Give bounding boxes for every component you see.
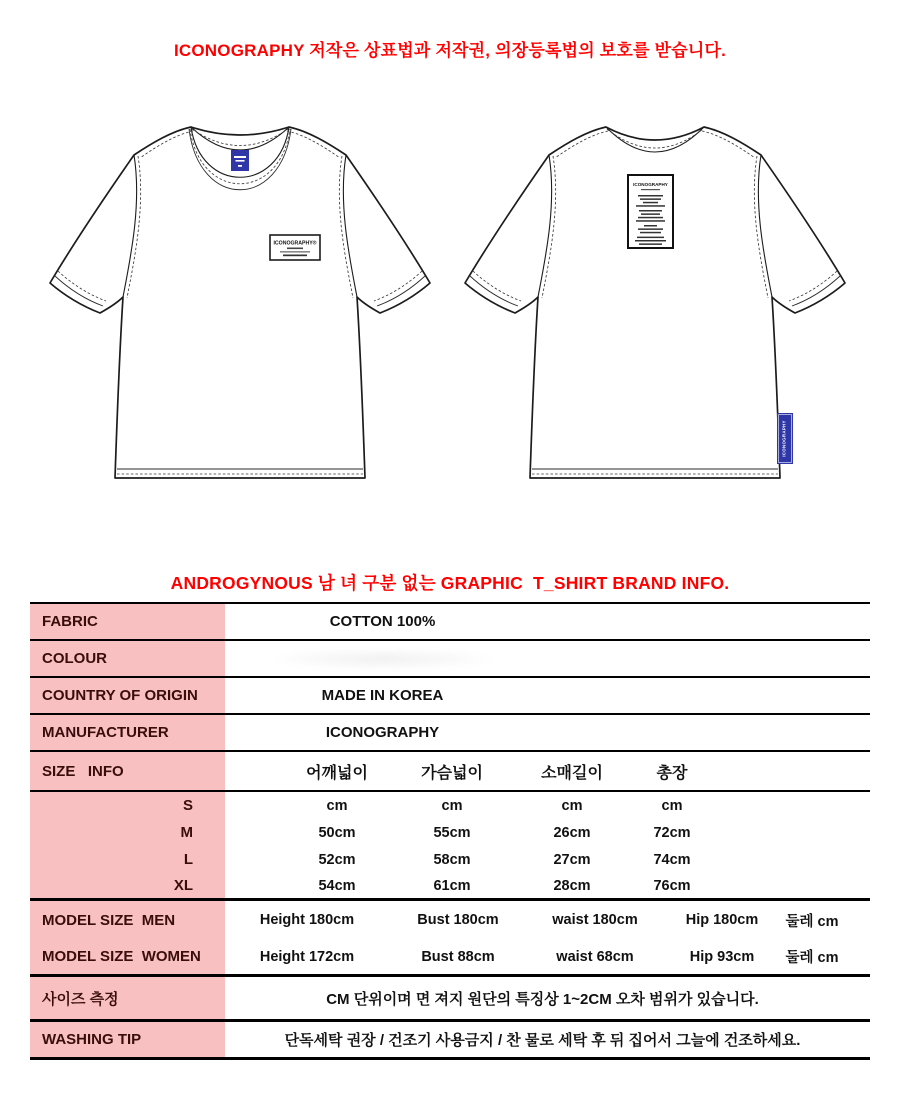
row-label: MANUFACTURER — [30, 715, 225, 750]
size-column-length: 총장 — [656, 764, 688, 782]
colour-value-smudge — [273, 648, 493, 670]
size-name: M — [30, 819, 225, 846]
size-name: XL — [30, 873, 225, 898]
neck-label — [231, 150, 249, 171]
copyright-notice: ICONOGRAPHY 저작은 상표법과 저작권, 의장등록법의 보호를 받습니다. — [173, 41, 727, 60]
chest-label — [270, 235, 320, 260]
row-label: WASHING TIP — [30, 1022, 225, 1057]
product-info-table — [30, 602, 870, 1060]
size-row-m: M 50cm 55cm 26cm 72cm — [30, 819, 870, 846]
size-row-xl: XL 54cm 61cm 28cm 76cm — [30, 873, 870, 901]
row-value: 단독세탁 권장 / 건조기 사용금지 / 찬 물로 세탁 후 뒤 집어서 그늘에 건조하세요. — [284, 1032, 801, 1049]
row-label: MODEL SIZE MEN — [30, 901, 225, 939]
row-value: ICONOGRAPHY — [325, 724, 440, 741]
size-name: L — [30, 846, 225, 873]
row-label: MODEL SIZE WOMEN — [30, 939, 225, 974]
washing-tip-row — [30, 1022, 870, 1060]
row-label: COUNTRY OF ORIGIN — [30, 678, 225, 713]
row-value: CM 단위이며 면 져지 원단의 특징상 1~2CM 오차 범위가 있습니다. — [326, 990, 759, 1008]
size-row-l: L 52cm 58cm 27cm 74cm — [30, 846, 870, 873]
tshirt-front-diagram — [40, 110, 440, 490]
side-hem-tag — [777, 413, 793, 464]
row-label: FABRIC — [30, 604, 225, 639]
row-value: MADE IN KOREA — [321, 687, 444, 704]
tshirt-back-diagram — [455, 110, 855, 490]
model-size-men-row: MODEL SIZE MEN Height 180cm Bust 180cm waist 180cm Hip 180cm 둘레 cm — [30, 901, 870, 939]
row-value — [225, 648, 540, 670]
size-info-header-row — [30, 752, 870, 792]
size-column-sleeve: 소매길이 — [541, 764, 603, 782]
table-row-colour — [30, 641, 870, 678]
size-column-shoulder: 어깨넓이 — [306, 764, 368, 782]
size-row-s: S cm cm cm cm — [30, 792, 870, 819]
table-row-country-of-origin — [30, 678, 870, 715]
size-column-chest: 가슴넓이 — [421, 764, 483, 782]
back-label — [628, 175, 673, 248]
table-row-fabric — [30, 604, 870, 641]
size-measure-note-row — [30, 977, 870, 1022]
size-info-label: SIZE INFO — [30, 752, 225, 790]
table-row-manufacturer — [30, 715, 870, 752]
brand-info-heading: ANDROGYNOUS 남 녀 구분 없는 GRAPHIC T_SHIRT BRAND INFO. — [170, 573, 730, 593]
side-hem-tag-text: ICONOGRAPHY — [781, 420, 787, 457]
row-label: 사이즈 측정 — [30, 977, 225, 1019]
size-name: S — [30, 792, 225, 819]
chest-label-title: ICONOGRAPHY® — [273, 240, 317, 247]
row-label: COLOUR — [30, 641, 225, 676]
tshirt-front-outline — [50, 127, 430, 478]
model-size-women-row: MODEL SIZE WOMEN Height 172cm Bust 88cm waist 68cm Hip 93cm 둘레 cm — [30, 939, 870, 977]
back-label-title: ICONOGRAPHY — [633, 182, 668, 187]
row-value: COTTON 100% — [329, 613, 436, 630]
